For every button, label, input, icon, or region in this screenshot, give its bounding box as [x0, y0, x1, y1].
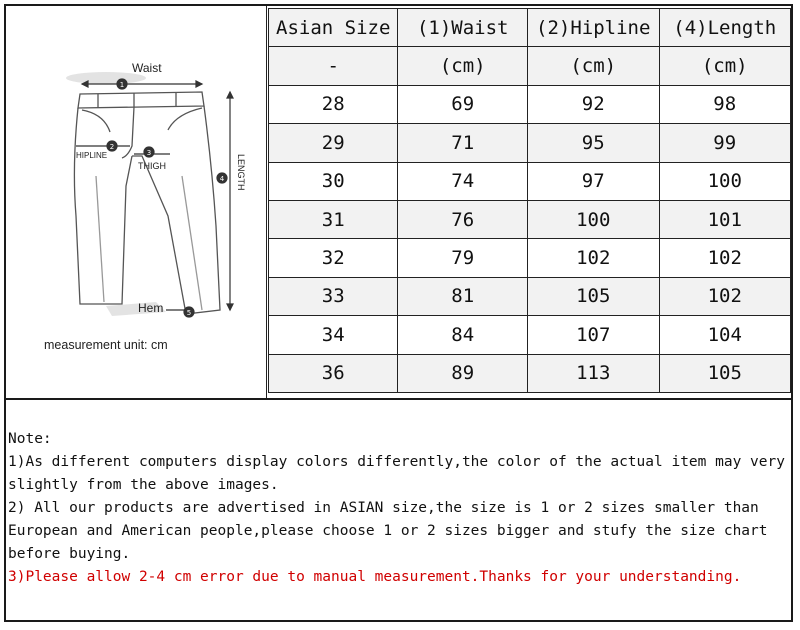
table-cell: 79	[398, 239, 528, 277]
table-cell: 29	[269, 124, 398, 162]
marker-2: 2	[109, 143, 115, 151]
table-unit-row	[269, 47, 791, 85]
table-cell: 34	[269, 316, 398, 354]
label-length: LENGTH	[236, 154, 246, 191]
vertical-divider	[266, 6, 267, 398]
horizontal-divider	[6, 398, 791, 400]
label-waist: Waist	[132, 61, 162, 75]
header-length: (4)Length	[659, 9, 791, 47]
table-cell: 74	[398, 162, 528, 200]
unit-cell: (cm)	[398, 47, 528, 85]
measurement-unit: measurement unit: cm	[44, 338, 168, 352]
table-cell: 105	[528, 277, 660, 315]
header-asian-size: Asian Size	[269, 9, 398, 47]
table-cell: 102	[659, 239, 791, 277]
note-line-3-warning: 3)Please allow 2-4 cm error due to manual measurement.Thanks for your understanding.	[8, 569, 742, 585]
table-row	[269, 277, 791, 315]
size-table	[268, 8, 791, 393]
table-cell: 28	[269, 85, 398, 123]
size-chart-frame	[4, 4, 793, 622]
label-thigh: THIGH	[138, 161, 166, 171]
table-cell: 113	[528, 354, 660, 392]
left-leg-outline	[74, 108, 132, 304]
table-cell: 32	[269, 239, 398, 277]
table-cell: 69	[398, 85, 528, 123]
table-cell: 99	[659, 124, 791, 162]
unit-cell: -	[269, 47, 398, 85]
header-waist: (1)Waist	[398, 9, 528, 47]
table-cell: 102	[659, 277, 791, 315]
table-cell: 84	[398, 316, 528, 354]
notes-title: Note:	[8, 431, 52, 447]
unit-cell: (cm)	[528, 47, 660, 85]
marker-3: 3	[146, 149, 152, 157]
label-hipline: HIPLINE	[76, 151, 108, 160]
note-line-1: 1)As different computers display colors differently,the color of the actual item may very slightly from the above images.	[8, 454, 785, 493]
table-cell: 100	[659, 162, 791, 200]
notes-section	[8, 428, 788, 589]
table-cell: 95	[528, 124, 660, 162]
table-cell: 76	[398, 200, 528, 238]
table-cell: 100	[528, 200, 660, 238]
table-row	[269, 354, 791, 392]
table-cell: 104	[659, 316, 791, 354]
table-cell: 101	[659, 200, 791, 238]
header-hipline: (2)Hipline	[528, 9, 660, 47]
table-cell: 89	[398, 354, 528, 392]
pants-diagram	[6, 6, 266, 396]
marker-1: 1	[119, 81, 125, 89]
table-cell: 33	[269, 277, 398, 315]
table-row	[269, 200, 791, 238]
note-line-2: 2) All our products are advertised in ASIAN size,the size is 1 or 2 sizes smaller than European and American people,please choose 1 or 2 sizes bigger and stufy the size chart before buying.	[8, 500, 768, 562]
table-row	[269, 239, 791, 277]
right-leg-outline	[132, 106, 220, 314]
marker-5: 5	[186, 309, 192, 317]
table-row	[269, 85, 791, 123]
table-header-row	[269, 9, 791, 47]
table-cell: 97	[528, 162, 660, 200]
table-cell: 105	[659, 354, 791, 392]
table-row	[269, 162, 791, 200]
waistband-outline	[78, 92, 204, 108]
table-cell: 36	[269, 354, 398, 392]
table-cell: 81	[398, 277, 528, 315]
table-cell: 30	[269, 162, 398, 200]
table-row	[269, 124, 791, 162]
table-cell: 107	[528, 316, 660, 354]
table-cell: 98	[659, 85, 791, 123]
table-row	[269, 316, 791, 354]
table-cell: 102	[528, 239, 660, 277]
table-cell: 71	[398, 124, 528, 162]
table-cell: 31	[269, 200, 398, 238]
label-hem: Hem	[138, 301, 164, 315]
unit-cell: (cm)	[659, 47, 791, 85]
table-cell: 92	[528, 85, 660, 123]
marker-4: 4	[219, 175, 225, 183]
